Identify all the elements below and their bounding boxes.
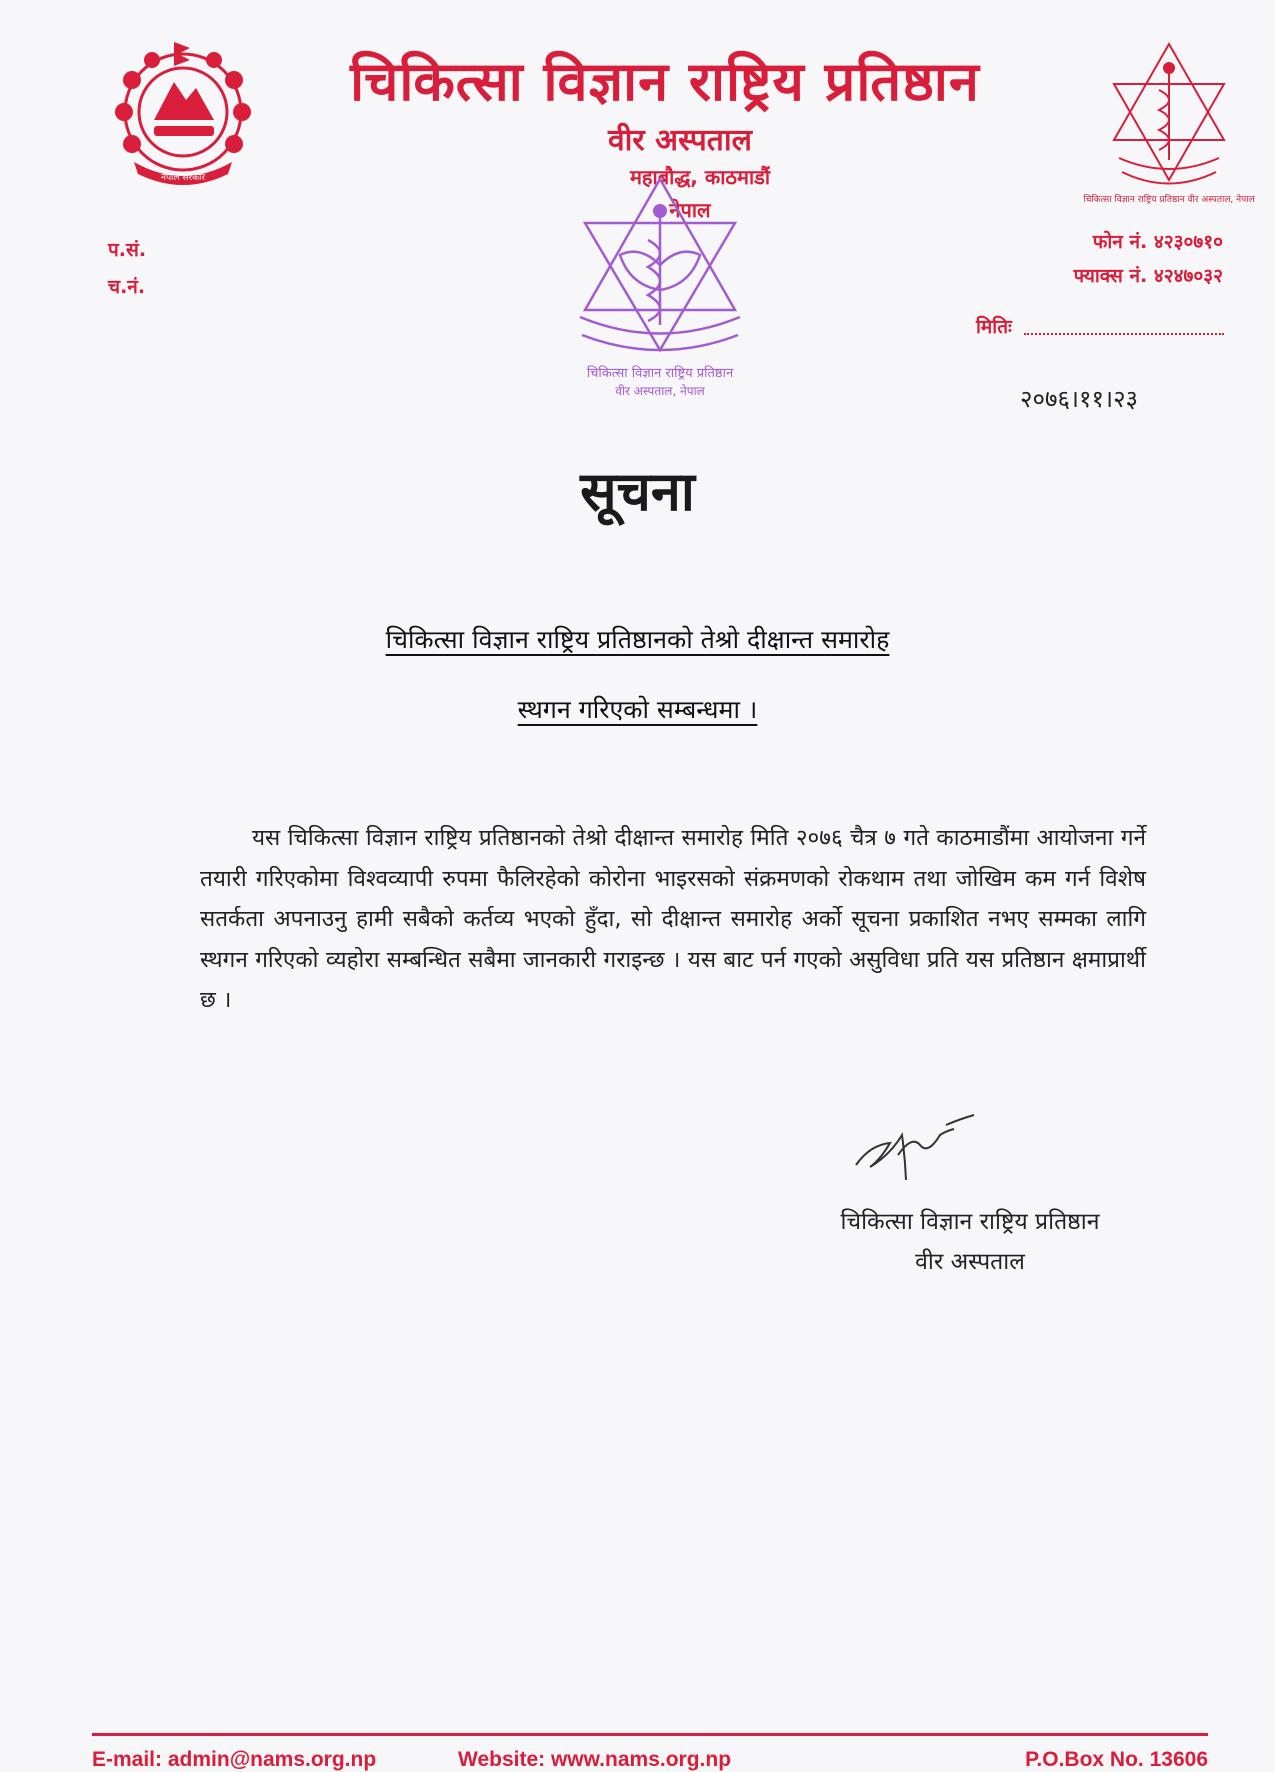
signatory-block xyxy=(780,1202,1160,1282)
footer-pobox: P.O.Box No. 13606 xyxy=(1025,1748,1208,1771)
notice-title: सूचना xyxy=(580,460,695,523)
phone-number: फोन नं. ४२३०७१० xyxy=(1092,231,1223,253)
hospital-name: वीर अस्पताल xyxy=(607,123,752,158)
signatory-unit: वीर अस्पताल xyxy=(915,1249,1025,1275)
footer-divider xyxy=(92,1733,1208,1736)
date-label: मितिः xyxy=(976,316,1012,338)
notice-body: यस चिकित्सा विज्ञान राष्ट्रिय प्रतिष्ठानको तेश्रो दीक्षान्त समारोह मिति २०७६ चैत्र ७ गते काठमाडौंमा आयोजना गर्ने तयारी गरिएकोमा विश्वव्यापी रुपमा फैलिरहेको कोरोना भाइरसको संक्रमणको रोकथाम तथा जोखिम कम गर्न विशेष सतर्कता अपनाउनु हामी सबैको कर्तव्य भएको हुँदा, सो दीक्षान्त समारोह अर्को सूचना प्रकाशित नभए सम्मका लागि स्थगन गरिएको व्यहोरा सम्बन्धित सबैमा जानकारी गराइन्छ । यस बाट पर्न गएको असुविधा प्रति यस प्रतिष्ठान क्षमाप्रार्थी छ । xyxy=(200,825,1146,1013)
document-date: २०७६।११।२३ xyxy=(1020,385,1139,413)
official-stamp-icon xyxy=(560,175,760,400)
dispatch-no-label: च.नं. xyxy=(108,276,146,298)
stamp-line2: वीर अस्पताल, नेपाल xyxy=(615,384,705,398)
address-line2: नेपाल xyxy=(669,198,711,222)
nams-logo-icon xyxy=(1083,40,1255,210)
date-dotted-line xyxy=(1024,313,1224,335)
address-line1: महाबौद्ध, काठमाडौं xyxy=(629,165,771,189)
footer-website[interactable]: Website: www.nams.org.np xyxy=(458,1748,732,1771)
subject-line2 xyxy=(0,692,1275,726)
signatory-org: चिकित्सा विज्ञान राष्ट्रिय प्रतिष्ठान xyxy=(840,1209,1100,1235)
nepal-emblem-icon xyxy=(104,40,262,190)
logo-caption: चिकित्सा विज्ञान राष्ट्रिय प्रतिष्ठान वीर अस्पताल, नेपाल xyxy=(1083,195,1255,205)
fax-number: फ्याक्स नं. ४२४७०३२ xyxy=(1073,265,1223,287)
subject-line1-text: चिकित्सा विज्ञान राष्ट्रिय प्रतिष्ठानको तेश्रो दीक्षान्त समारोह xyxy=(385,625,890,654)
org-title: चिकित्सा विज्ञान राष्ट्रिय प्रतिष्ठान xyxy=(350,50,980,113)
subject-line1 xyxy=(0,622,1275,656)
stamp-line1: चिकित्सा विज्ञान राष्ट्रिय प्रतिष्ठान xyxy=(586,366,734,381)
footer-email[interactable]: E-mail: admin@nams.org.np xyxy=(92,1748,377,1771)
emblem-label: नेपाल सरकार xyxy=(160,173,206,183)
subject-line2-text: स्थगन गरिएको सम्बन्धमा । xyxy=(517,695,758,724)
ref-no-label: प.सं. xyxy=(108,239,147,261)
signature-icon xyxy=(850,1105,980,1185)
